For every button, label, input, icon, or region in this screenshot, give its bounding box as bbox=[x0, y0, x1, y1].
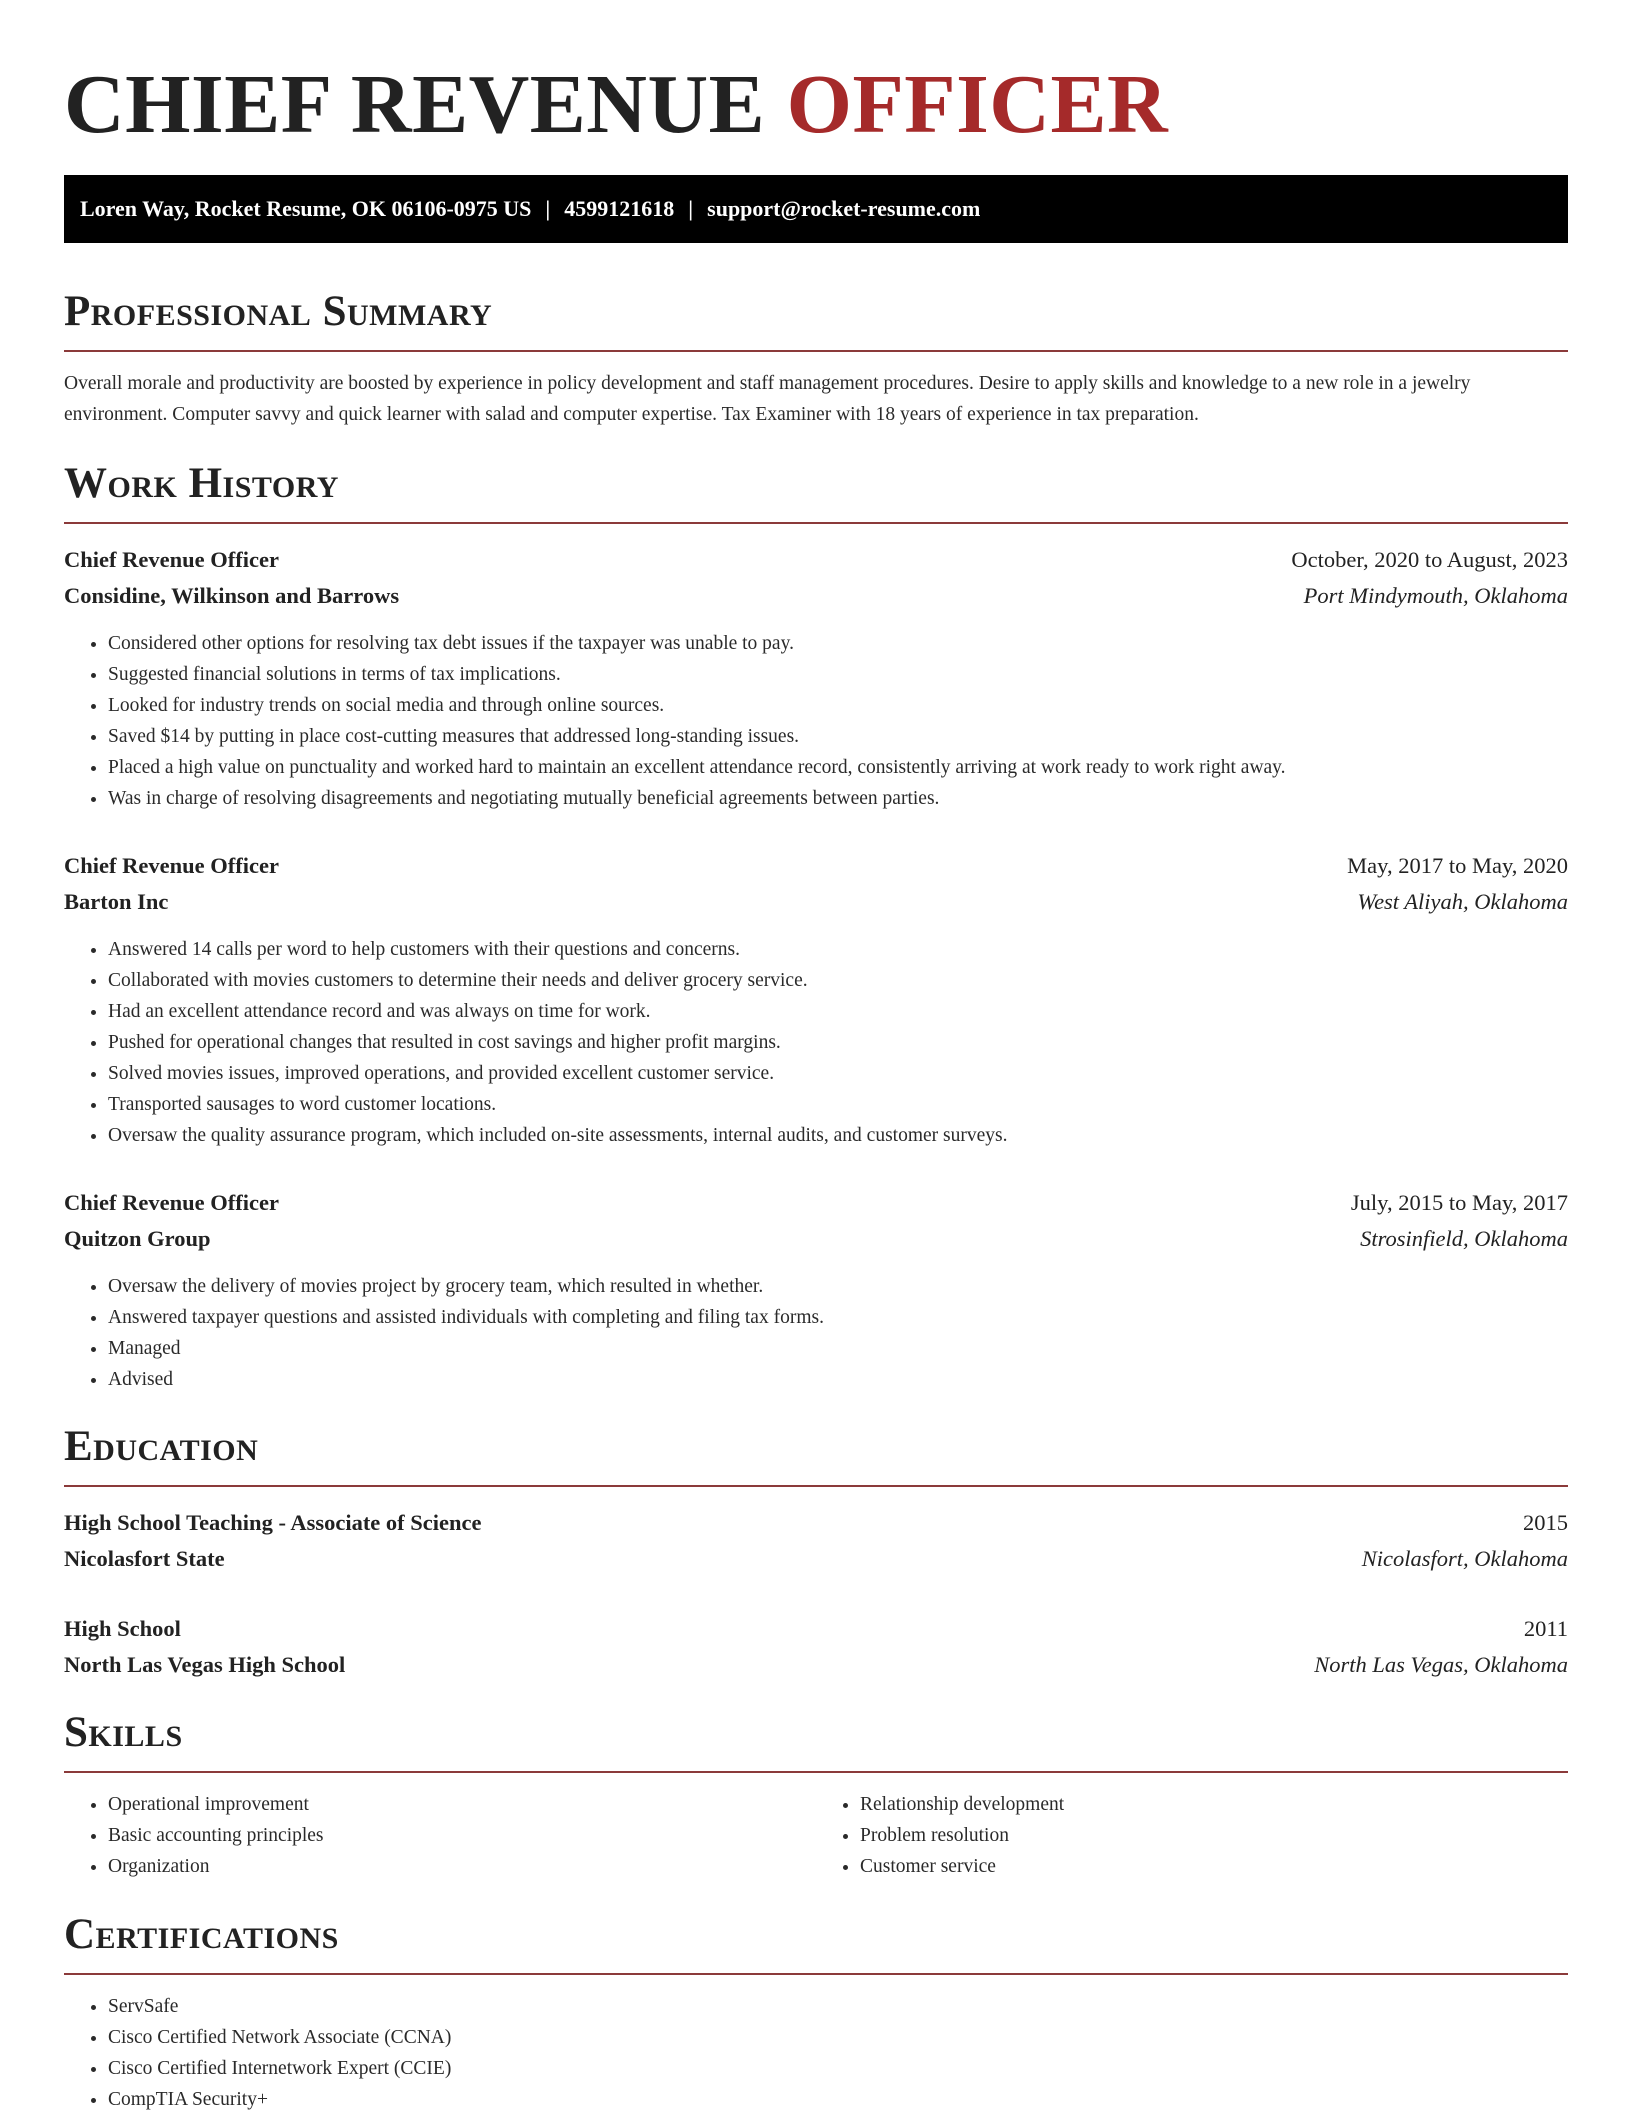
list-item: • Managed bbox=[108, 1333, 1568, 1364]
education-section bbox=[64, 1421, 1568, 1683]
list-item: • Oversaw the delivery of movies project by grocery team, which resulted in whether. bbox=[108, 1271, 1568, 1302]
page-title bbox=[64, 0, 1568, 176]
title-main: CHIEF REVENUE bbox=[64, 58, 766, 151]
resume-header bbox=[64, 0, 1568, 176]
job-location: Strosinfield, Oklahoma bbox=[1360, 1226, 1568, 1251]
contact-address: Loren Way, Rocket Resume, OK 06106-0975 US bbox=[80, 196, 532, 221]
list-item: • Answered 14 calls per word to help customers with their questions and concerns. bbox=[108, 934, 1568, 965]
education-entry bbox=[64, 1505, 1568, 1577]
job-company: Quitzon Group bbox=[64, 1226, 211, 1251]
list-item: • Suggested financial solutions in terms of tax implications. bbox=[108, 659, 1568, 690]
contact-separator: | bbox=[688, 196, 694, 221]
education-year: 2015 bbox=[1523, 1510, 1568, 1535]
list-item: • Pushed for operational changes that resulted in cost savings and higher profit margins. bbox=[108, 1027, 1568, 1058]
skills-section bbox=[64, 1707, 1568, 1882]
education-entry bbox=[64, 1611, 1568, 1683]
contact-email: support@rocket-resume.com bbox=[707, 196, 981, 221]
section-divider bbox=[64, 350, 1568, 352]
summary-heading: Professional Summary bbox=[64, 288, 493, 335]
education-degree: High School bbox=[64, 1616, 181, 1641]
job-company: Barton Inc bbox=[64, 889, 169, 914]
list-item: • Customer service bbox=[860, 1851, 1568, 1882]
skills-list-right bbox=[816, 1789, 1568, 1882]
contact-phone: 4599121618 bbox=[564, 196, 675, 221]
education-degree: High School Teaching - Associate of Science bbox=[64, 1510, 482, 1535]
list-item: • CompTIA Security+ bbox=[108, 2084, 1568, 2115]
education-school: North Las Vegas High School bbox=[64, 1652, 346, 1677]
list-item: • Was in charge of resolving disagreements and negotiating mutually beneficial agreements between parties. bbox=[108, 783, 1568, 814]
list-item: • Placed a high value on punctuality and worked hard to maintain an excellent attendance record, consistently arriving at work ready to work right away. bbox=[108, 752, 1568, 783]
job-dates: May, 2017 to May, 2020 bbox=[1347, 853, 1568, 878]
education-location: Nicolasfort, Oklahoma bbox=[1361, 1546, 1568, 1571]
list-item: • Problem resolution bbox=[860, 1820, 1568, 1851]
education-school: Nicolasfort State bbox=[64, 1546, 225, 1571]
list-item: • ServSafe bbox=[108, 1991, 1568, 2022]
list-item: • Basic accounting principles bbox=[108, 1820, 816, 1851]
job-bullets bbox=[64, 934, 1568, 1151]
list-item: • Saved $14 by putting in place cost-cutting measures that addressed long-standing issues. bbox=[108, 721, 1568, 752]
list-item: • Operational improvement bbox=[108, 1789, 816, 1820]
section-divider bbox=[64, 522, 1568, 524]
work-history-section bbox=[64, 458, 1568, 1395]
list-item: • Solved movies issues, improved operations, and provided excellent customer service. bbox=[108, 1058, 1568, 1089]
job-location: West Aliyah, Oklahoma bbox=[1357, 889, 1568, 914]
job-bullets bbox=[64, 628, 1568, 814]
education-location: North Las Vegas, Oklahoma bbox=[1314, 1652, 1568, 1677]
list-item: • Collaborated with movies customers to determine their needs and deliver grocery service. bbox=[108, 965, 1568, 996]
certifications-heading: Certifications bbox=[64, 1911, 339, 1958]
title-accent: OFFICER bbox=[786, 58, 1169, 151]
job-entry bbox=[64, 542, 1568, 814]
job-entry bbox=[64, 1185, 1568, 1395]
job-title: Chief Revenue Officer bbox=[64, 1190, 279, 1215]
education-heading: Education bbox=[64, 1423, 259, 1470]
education-year: 2011 bbox=[1523, 1616, 1568, 1641]
certifications-list bbox=[64, 1991, 1568, 2115]
skills-heading: Skills bbox=[64, 1709, 183, 1756]
list-item: • Had an excellent attendance record and was always on time for work. bbox=[108, 996, 1568, 1027]
summary-text: Overall morale and productivity are boosted by experience in policy development and staff management procedures. Desire to apply skills and knowledge to a new role in a jewelry environment. Computer savvy and quick learner with salad and computer expertise. Tax Examiner with 18 years of experience in tax preparation. bbox=[64, 373, 1471, 425]
section-divider bbox=[64, 1771, 1568, 1773]
certifications-section bbox=[64, 1909, 1568, 2115]
job-title: Chief Revenue Officer bbox=[64, 547, 279, 572]
job-bullets bbox=[64, 1271, 1568, 1395]
job-dates: October, 2020 to August, 2023 bbox=[1291, 547, 1568, 572]
list-item: • Transported sausages to word customer locations. bbox=[108, 1089, 1568, 1120]
list-item: • Looked for industry trends on social media and through online sources. bbox=[108, 690, 1568, 721]
skills-list-left bbox=[64, 1789, 816, 1882]
list-item: • Cisco Certified Network Associate (CCNA) bbox=[108, 2022, 1568, 2053]
list-item: • Cisco Certified Internetwork Expert (CCIE) bbox=[108, 2053, 1568, 2084]
list-item: • Oversaw the quality assurance program, which included on-site assessments, internal audits, and customer surveys. bbox=[108, 1120, 1568, 1151]
job-entry bbox=[64, 848, 1568, 1151]
job-title: Chief Revenue Officer bbox=[64, 853, 279, 878]
summary-section bbox=[64, 286, 1568, 430]
contact-bar bbox=[64, 175, 1568, 243]
job-dates: July, 2015 to May, 2017 bbox=[1350, 1190, 1568, 1215]
list-item: • Organization bbox=[108, 1851, 816, 1882]
list-item: • Considered other options for resolving tax debt issues if the taxpayer was unable to pay. bbox=[108, 628, 1568, 659]
section-divider bbox=[64, 1973, 1568, 1975]
job-location: Port Mindymouth, Oklahoma bbox=[1303, 583, 1568, 608]
work-history-heading: Work History bbox=[64, 460, 339, 507]
list-item: • Advised bbox=[108, 1364, 1568, 1395]
job-company: Considine, Wilkinson and Barrows bbox=[64, 583, 400, 608]
contact-separator: | bbox=[545, 196, 551, 221]
list-item: • Relationship development bbox=[860, 1789, 1568, 1820]
list-item: • Answered taxpayer questions and assisted individuals with completing and filing tax forms. bbox=[108, 1302, 1568, 1333]
section-divider bbox=[64, 1485, 1568, 1487]
